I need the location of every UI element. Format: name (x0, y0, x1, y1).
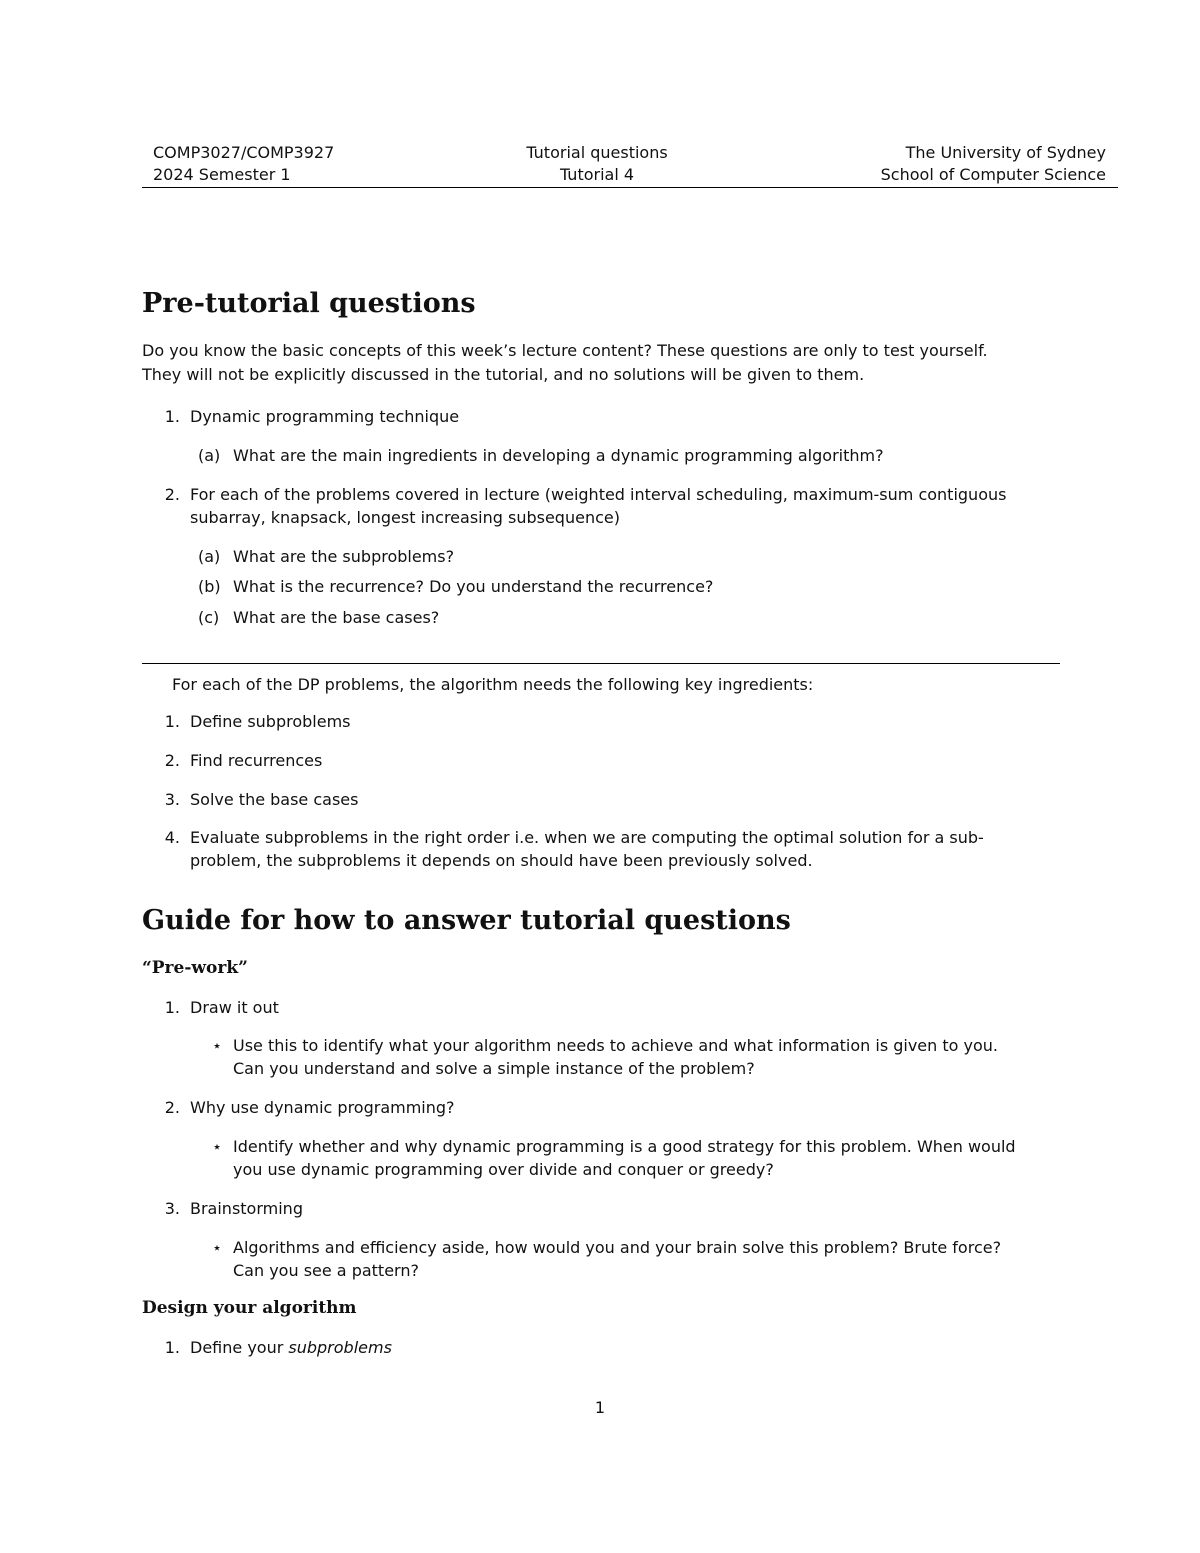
solution-divider (142, 663, 1060, 664)
page-number: 1 (594, 1398, 606, 1417)
guide-item-2-line2: you use dynamic programming over divide and conquer or greedy? (233, 1160, 774, 1179)
pre-tutorial-title: Pre-tutorial questions (142, 288, 476, 319)
solution-item-3-text: Solve the base cases (190, 790, 359, 809)
design-item-1-emphasis: subproblems (288, 1338, 392, 1357)
design-title: Design your algorithm (142, 1298, 357, 1318)
q1-text: Dynamic programming technique (190, 407, 460, 426)
design-item-1-prefix: Define your (190, 1338, 289, 1357)
q2b-label: (b) (198, 577, 221, 596)
guide-item-1-line2: Can you understand and solve a simple instance of the problem? (233, 1059, 755, 1078)
guide-item-3-line2: Can you see a pattern? (233, 1261, 419, 1280)
q2c-label: (c) (198, 608, 220, 627)
header-university: The University of Sydney (905, 143, 1106, 162)
q2a-label: (a) (198, 547, 221, 566)
q2-line2: subarray, knapsack, longest increasing subsequence) (190, 508, 620, 527)
guide-item-1-number: 1. (164, 998, 180, 1017)
prework-title: “Pre-work” (142, 958, 248, 978)
solution-item-1-text: Define subproblems (190, 712, 351, 731)
q2-line1: For each of the problems covered in lecture (weighted interval scheduling, maximum-sum contiguous (190, 485, 1007, 504)
guide-item-1-text: Draw it out (190, 998, 279, 1017)
guide-item-2-star-icon: ⋆ (212, 1137, 223, 1156)
q2b-text: What is the recurrence? Do you understand the recurrence? (233, 577, 714, 596)
header-school: School of Computer Science (880, 165, 1106, 184)
guide-item-3-star-icon: ⋆ (212, 1238, 223, 1257)
pre-tutorial-intro-line2: They will not be explicitly discussed in the tutorial, and no solutions will be given to them. (142, 365, 865, 384)
guide-title: Guide for how to answer tutorial questions (142, 905, 791, 936)
header-course: COMP3027/COMP3927 (153, 143, 335, 162)
header-tutorial: Tutorial 4 (559, 165, 635, 184)
solution-item-4-line2: problem, the subproblems it depends on should have been previously solved. (190, 851, 813, 870)
guide-item-2-text: Why use dynamic programming? (190, 1098, 455, 1117)
solution-item-2-text: Find recurrences (190, 751, 323, 770)
guide-item-3-text: Brainstorming (190, 1199, 303, 1218)
solution-item-2-number: 2. (164, 751, 180, 770)
guide-item-3-line1: Algorithms and efficiency aside, how would you and your brain solve this problem? Brute force? (233, 1238, 1002, 1257)
header-semester: 2024 Semester 1 (153, 165, 291, 184)
guide-item-1-star-icon: ⋆ (212, 1036, 223, 1055)
guide-item-2-number: 2. (164, 1098, 180, 1117)
q2a-text: What are the subproblems? (233, 547, 455, 566)
design-item-1-text (190, 1336, 392, 1359)
solution-item-3-number: 3. (164, 790, 180, 809)
guide-item-2-line1: Identify whether and why dynamic programming is a good strategy for this problem. When would (233, 1137, 1016, 1156)
solution-item-4-number: 4. (164, 828, 180, 847)
header-rule (142, 187, 1118, 188)
solution-item-1-number: 1. (164, 712, 180, 731)
q2c-text: What are the base cases? (233, 608, 440, 627)
header-doc-type: Tutorial questions (526, 143, 668, 162)
guide-item-1-line1: Use this to identify what your algorithm needs to achieve and what information is given to you. (233, 1036, 999, 1055)
q1a-text: What are the main ingredients in developing a dynamic programming algorithm? (233, 446, 884, 465)
design-item-1-number: 1. (164, 1338, 180, 1357)
solution-intro: For each of the DP problems, the algorithm needs the following key ingredients: (172, 675, 814, 694)
guide-item-3-number: 3. (164, 1199, 180, 1218)
pre-tutorial-intro-line1: Do you know the basic concepts of this week’s lecture content? These questions are only to test yourself. (142, 341, 988, 360)
q2-number: 2. (164, 485, 180, 504)
q1a-label: (a) (198, 446, 221, 465)
q1-number: 1. (164, 407, 180, 426)
solution-item-4-line1: Evaluate subproblems in the right order i.e. when we are computing the optimal solution for a sub- (190, 828, 984, 847)
